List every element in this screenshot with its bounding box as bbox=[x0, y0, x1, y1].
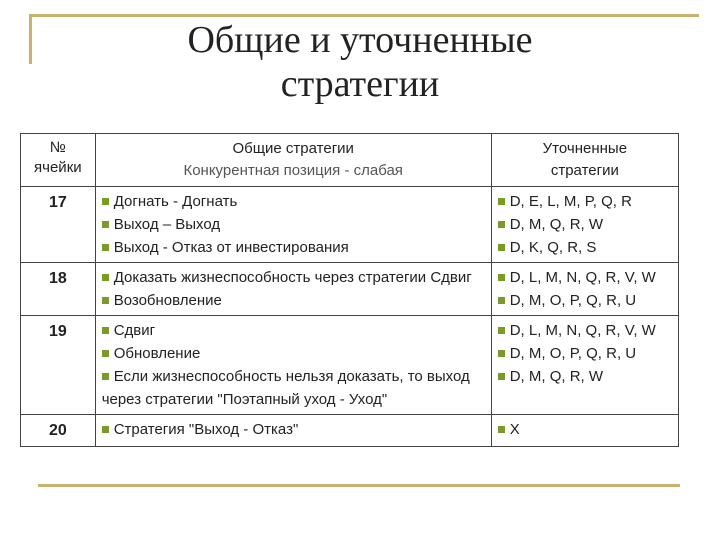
table-row bbox=[21, 415, 679, 447]
header-refined-line-1: Уточненные bbox=[542, 140, 628, 157]
list-item: X bbox=[498, 418, 672, 441]
cell-general bbox=[95, 316, 491, 415]
square-bullet-icon bbox=[498, 221, 505, 228]
list-item: D, L, M, N, Q, R, V, W bbox=[498, 266, 672, 289]
header-general-label: Общие стратегии bbox=[232, 140, 354, 157]
list-item: Выход – Выход bbox=[102, 213, 485, 236]
header-cell-refined bbox=[491, 134, 678, 187]
square-bullet-icon bbox=[498, 274, 505, 281]
list-item: Стратегия "Выход - Отказ" bbox=[102, 418, 485, 441]
cell-general bbox=[95, 263, 491, 316]
frame-horizontal-rule bbox=[29, 14, 699, 17]
list-item: D, K, Q, R, S bbox=[498, 236, 672, 259]
title-line-2: стратегии bbox=[280, 63, 440, 105]
square-bullet-icon bbox=[102, 221, 109, 228]
list-item: Выход - Отказ от инвестирования bbox=[102, 236, 485, 259]
list-item: D, L, M, N, Q, R, V, W bbox=[498, 319, 672, 342]
list-item: D, E, L, M, P, Q, R bbox=[498, 190, 672, 213]
square-bullet-icon bbox=[498, 327, 505, 334]
list-item: D, M, O, P, Q, R, U bbox=[498, 289, 672, 312]
cell-number: 19 bbox=[21, 316, 96, 415]
table-row bbox=[21, 316, 679, 415]
title-line-1: Общие и уточненные bbox=[187, 19, 533, 61]
square-bullet-icon bbox=[498, 350, 505, 357]
header-number-line-1: № bbox=[49, 139, 66, 156]
slide-title bbox=[80, 18, 640, 106]
square-bullet-icon bbox=[102, 327, 109, 334]
list-item: Доказать жизнеспособность через стратегии Сдвиг bbox=[102, 266, 485, 289]
list-item: D, M, Q, R, W bbox=[498, 213, 672, 236]
square-bullet-icon bbox=[498, 426, 505, 433]
cell-number: 17 bbox=[21, 187, 96, 263]
cell-number: 18 bbox=[21, 263, 96, 316]
list-item: Догнать - Догнать bbox=[102, 190, 485, 213]
strategy-table bbox=[20, 133, 679, 447]
list-item: D, M, O, P, Q, R, U bbox=[498, 342, 672, 365]
header-general-subtitle: Конкурентная позиция - слабая bbox=[183, 162, 403, 179]
square-bullet-icon bbox=[498, 297, 505, 304]
header-number-line-2: ячейки bbox=[34, 159, 82, 176]
header-cell-number bbox=[21, 134, 96, 187]
header-cell-general bbox=[95, 134, 491, 187]
cell-number: 20 bbox=[21, 415, 96, 447]
square-bullet-icon bbox=[498, 244, 505, 251]
frame-vertical-rule bbox=[29, 14, 32, 64]
square-bullet-icon bbox=[102, 373, 109, 380]
square-bullet-icon bbox=[102, 350, 109, 357]
header-row bbox=[21, 134, 679, 187]
square-bullet-icon bbox=[102, 297, 109, 304]
bottom-rule bbox=[38, 484, 680, 487]
table-row bbox=[21, 263, 679, 316]
list-item: Если жизнеспособность нельзя доказать, то выход через стратегии "Поэтапный уход - Уход" bbox=[101, 368, 470, 408]
cell-refined bbox=[491, 415, 678, 447]
square-bullet-icon bbox=[102, 198, 109, 205]
square-bullet-icon bbox=[102, 274, 109, 281]
square-bullet-icon bbox=[498, 373, 505, 380]
cell-general bbox=[95, 187, 491, 263]
list-item: Сдвиг bbox=[102, 319, 485, 342]
square-bullet-icon bbox=[498, 198, 505, 205]
list-item: Обновление bbox=[102, 342, 485, 365]
cell-refined bbox=[491, 316, 678, 415]
square-bullet-icon bbox=[102, 426, 109, 433]
header-refined-line-2: стратегии bbox=[550, 162, 619, 179]
table-row bbox=[21, 187, 679, 263]
cell-refined bbox=[491, 187, 678, 263]
square-bullet-icon bbox=[102, 244, 109, 251]
cell-refined bbox=[491, 263, 678, 316]
list-item: D, M, Q, R, W bbox=[498, 365, 672, 388]
list-item: Возобновление bbox=[102, 289, 485, 312]
cell-general bbox=[95, 415, 491, 447]
